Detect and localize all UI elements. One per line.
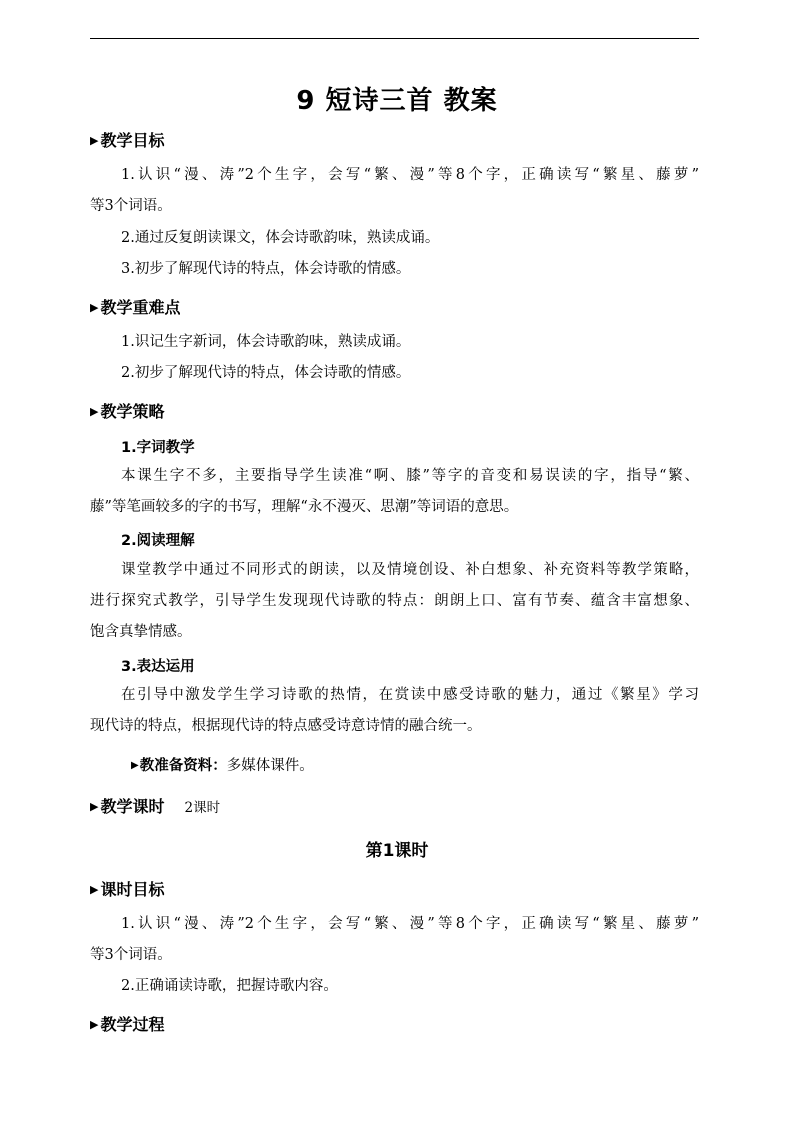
heading-teaching-goals [90, 128, 164, 151]
strategy-sub1-line-1: 本课生字不多，主要指导学生读准“啊、膝”等字的音变和易误读的字，指导“繁、 [121, 468, 699, 484]
prep-value: 多媒体课件。 [226, 758, 314, 774]
strategy-sub2-line-2: 进行探究式教学，引导学生发现现代诗歌的特点：朗朗上口、富有节奏、蕴含丰富想象、 [90, 593, 699, 609]
goals-item-2: 2.通过反复朗读课文，体会诗歌韵味，熟读成诵。 [121, 230, 440, 246]
triangle-bullet-icon: ▶ [90, 405, 99, 418]
heading-label: 教学策略 [100, 402, 165, 421]
strategy-sub-title-2: 2.阅读理解 [121, 533, 195, 549]
heading-label: 教学过程 [100, 1015, 165, 1034]
lesson-goal-1: 1.认识“漫、涛”2个生字，会写“繁、漫”等8个字，正确读写“繁星、藤萝” [121, 916, 699, 932]
strategy-sub-title-3: 3.表达运用 [121, 659, 195, 675]
key-point-1: 1.识记生字新词，体会诗歌韵味，熟读成诵。 [121, 334, 411, 350]
heading-strategy [90, 399, 164, 422]
heading-teaching-process [90, 1012, 164, 1035]
strategy-sub3-line-1: 在引导中激发学生学习诗歌的热情，在赏读中感受诗歌的魅力，通过《繁星》学习 [121, 687, 699, 703]
prep-materials [131, 754, 314, 775]
heading-lesson-hours [90, 794, 220, 817]
strategy-sub1-line-2: 藤”等笔画较多的字的书写，理解“永不漫灭、思潮”等词语的意思。 [90, 499, 519, 515]
heading-label: 教学目标 [100, 131, 165, 150]
strategy-sub2-line-3: 饱含真挚情感。 [90, 624, 192, 640]
hours-value: 2课时 [184, 800, 221, 816]
triangle-bullet-icon: ▶ [90, 301, 99, 314]
triangle-bullet-icon: ▶ [90, 1018, 99, 1031]
lesson-1-title: 第1课时 [365, 841, 429, 861]
strategy-sub-title-1: 1.字词教学 [121, 440, 195, 456]
strategy-sub2-line-1: 课堂教学中通过不同形式的朗读，以及情境创设、补白想象、补充资料等教学策略， [121, 562, 699, 578]
triangle-bullet-icon: ▶ [131, 760, 139, 771]
prep-label: 教准备资料： [139, 758, 227, 774]
heading-lesson-goals [90, 877, 164, 900]
heading-label: 教学重难点 [100, 298, 181, 317]
key-point-2: 2.初步了解现代诗的特点，体会诗歌的情感。 [121, 365, 411, 381]
heading-key-points [90, 295, 180, 318]
triangle-bullet-icon: ▶ [90, 883, 99, 896]
page-title: 9 短诗三首 教案 [296, 86, 498, 116]
heading-label: 课时目标 [100, 880, 165, 899]
triangle-bullet-icon: ▶ [90, 800, 99, 813]
goals-item-3: 3.初步了解现代诗的特点，体会诗歌的情感。 [121, 261, 411, 277]
lesson-goal-1-cont: 等3个词语。 [90, 947, 172, 963]
triangle-bullet-icon: ▶ [90, 134, 99, 147]
heading-label: 教学课时 [100, 797, 165, 816]
header-rule [90, 38, 699, 39]
strategy-sub3-line-2: 现代诗的特点，根据现代诗的特点感受诗意诗情的融合统一。 [90, 718, 482, 734]
lesson-goal-2: 2.正确诵读诗歌，把握诗歌内容。 [121, 978, 338, 994]
goals-item-1-cont: 等3个词语。 [90, 198, 172, 214]
goals-item-1: 1.认识“漫、涛”2个生字，会写“繁、漫”等8个字，正确读写“繁星、藤萝” [121, 167, 699, 183]
